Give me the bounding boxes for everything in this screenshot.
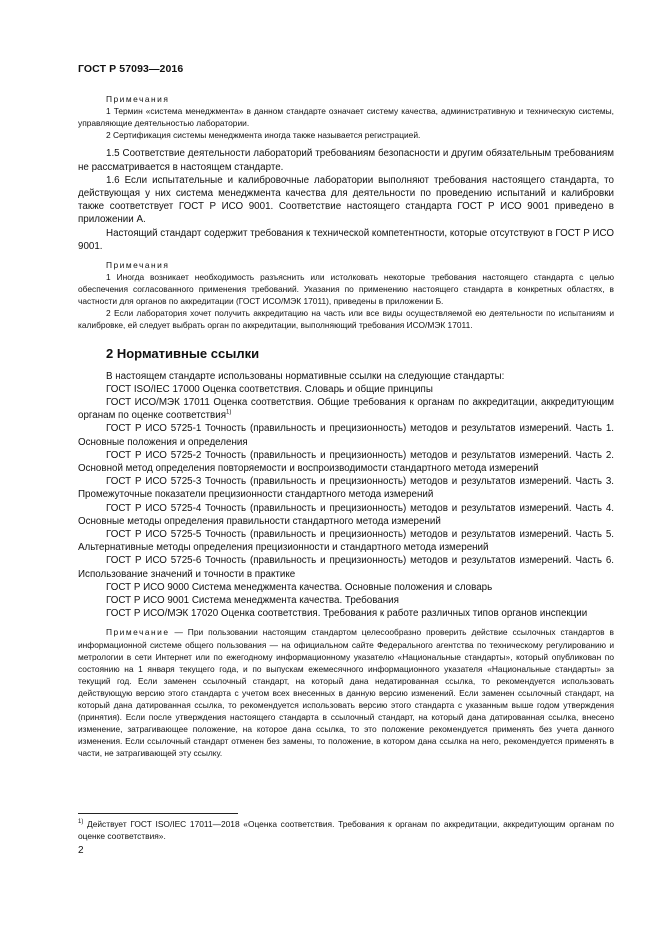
note-item: 1 Термин «система менеджмента» в данном стандарте означает систему качества, административную и техническую системы, управляющие деятельностью лаборатории. [78,106,614,129]
references-note [78,626,614,759]
reference-item: ГОСТ Р ИСО 5725-6 Точность (правильность и прецизионность) методов и результатов измерений. Часть 6. Использование значений и точности в практике [78,555,614,580]
notes-label: Примечания [106,94,170,104]
page-number: 2 [78,845,84,856]
document-header: ГОСТ Р 57093—2016 [78,63,184,75]
reference-item: ГОСТ Р ИСО 5725-2 Точность (правильность и прецизионность) методов и результатов измерений. Часть 2. Основной метод определения повторяемости и воспроизводимости стандартного метода измерений [78,449,614,474]
note-text: — При пользовании настоящим стандартом целесообразно проверить действие ссылочных стандартов в информационной системе общего пользования — на официальном сайте Федерального агентства по техническому регулированию и метрологии в сети Интернет или по ежегодному информационному указателю «Национальные стандарты», который опубликован по состоянию на 1 января текущего года, и по выпускам ежемесячного информационного указателя «Национальные стандарты» за текущий год. Если заменен ссылочный стандарт, на который дана недатированная ссылка, то рекомендуется использовать действующую версию этого стандарта с учетом всех внесенных в данную версию изменений. Если заменен ссылочный стандарт, на который дана датированная ссылка, то рекомендуется использовать версию этого стандарта с указанным выше годом утверждения (принятия). Если после утверждения настоящего стандарта в ссылочный стандарт, на который дана датированная ссылка, внесено изменение, затрагивающее положение, на которое дана ссылка, то это положение рекомендуется применять без учета данного изменения. Если ссылочный стандарт отменен без замены, то положение, в котором дана ссылка на него, рекомендуется применять в части, не затрагивающей эту ссылку. [78,627,614,759]
reference-item: ГОСТ Р ИСО 5725-4 Точность (правильность и прецизионность) методов и результатов измерений. Часть 4. Основные методы определения правильности стандартного метода измерений [78,502,614,527]
footnote-text: Действует ГОСТ ISO/IEC 17011—2018 «Оценка соответствия. Требования к органам по аккредитации, аккредитующим органам по оценке соответствия». [78,819,614,841]
note-label: Примечание [106,627,170,638]
reference-item [78,396,614,422]
footnote-mark: 1) [226,409,232,416]
reference-item: ГОСТ Р ИСО 5725-3 Точность (правильность и прецизионность) методов и результатов измерений. Часть 3. Промежуточные показатели прецизионности стандартного метода измерений [78,476,614,501]
paragraph-competence: Настоящий стандарт содержит требования к технической компетентности, которые отсутствуют в ГОСТ Р ИСО 9001. [78,227,614,252]
note-item: 1 Иногда возникает необходимость разъяснить или истолковать некоторые требования настоящего стандарта с целью обеспечения согласованного применения требований. Указания по применению настоящего стандарта в конкретных областях, в частности для органов по аккредитации (ГОСТ ИСО/МЭК 17011), приведены в приложении Б. [78,272,614,307]
reference-text: ГОСТ ИСО/МЭК 17011 Оценка соответствия. Общие требования к органам по аккредитации, аккредитующим органам по оценке соответствия [78,396,614,422]
reference-item: ГОСТ ISO/IEC 17000 Оценка соответствия. Словарь и общие принципы [106,383,433,395]
page-content [78,93,614,759]
section-heading: 2 Нормативные ссылки [106,345,260,361]
paragraph-1-5: 1.5 Соответствие деятельности лабораторий требованиям безопасности и другим обязательным требованиям не рассматривается в настоящем стандарте. [78,148,614,173]
reference-item: ГОСТ Р ИСО 5725-1 Точность (правильность и прецизионность) методов и результатов измерений. Часть 1. Основные положения и определения [78,423,614,448]
reference-item: ГОСТ Р ИСО 5725-5 Точность (правильность и прецизионность) методов и результатов измерений. Часть 5. Альтернативные методы определения прецизионности и стандартного метода измерений [78,529,614,554]
footnote-divider [78,813,238,814]
references-intro: В настоящем стандарте использованы нормативные ссылки на следующие стандарты: [106,370,505,382]
reference-item: ГОСТ Р ИСО 9001 Система менеджмента качества. Требования [106,595,399,607]
note-item: 2 Если лаборатория хочет получить аккредитацию на часть или все виды осуществляемой ею деятельности по испытаниям и калибровке, ей следует выбрать орган по аккредитации, выполняющий требования ИСО/МЭК 17011. [78,308,614,331]
notes-label: Примечания [106,260,170,270]
footnote [78,818,614,842]
reference-item: ГОСТ Р ИСО/МЭК 17020 Оценка соответствия. Требования к работе различных типов органов инспекции [106,608,588,620]
paragraph-1-6: 1.6 Если испытательные и калибровочные лаборатории выполняют требования настоящего стандарта, то действующая у них система менеджмента качества для деятельности по проведению испытаний и калибровки также соответствует ГОСТ Р ИСО 9001. Соответствие настоящего стандарта ГОСТ Р ИСО 9001 приведено в приложении А. [78,174,614,226]
reference-item: ГОСТ Р ИСО 9000 Система менеджмента качества. Основные положения и словарь [106,581,493,593]
note-item: 2 Сертификация системы менеджмента иногда также называется регистрацией. [106,130,421,141]
footnote-mark: 1) [78,819,84,826]
